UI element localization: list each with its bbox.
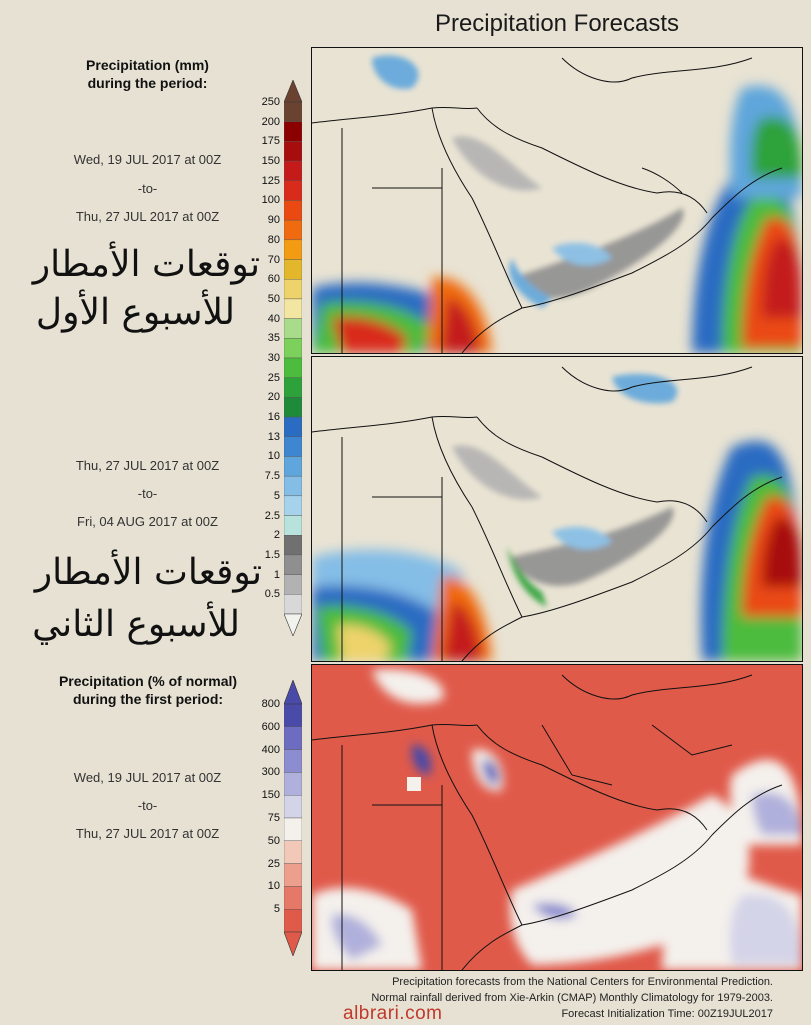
- legend-mm-heading-line1: Precipitation (mm): [86, 57, 209, 73]
- precip-pct-swatch: [284, 772, 302, 795]
- arabic-week2-line2: للأسبوع الثاني: [32, 604, 240, 645]
- precip-mm-tick-label: 20: [267, 391, 280, 404]
- precip-mm-tick-label: 13: [267, 430, 280, 443]
- legend-mm-heading-line2: during the period:: [87, 75, 208, 91]
- precip-mm-swatch: [284, 476, 302, 496]
- precip-mm-swatch: [284, 319, 302, 339]
- arabic-week2-line1: توقعات الأمطار: [34, 552, 262, 593]
- precip-mm-tick-label: 70: [267, 253, 280, 266]
- precip-pct-swatch: [284, 795, 302, 818]
- precip-pct-swatch: [284, 727, 302, 750]
- precip-mm-tick-label: 1.5: [264, 548, 280, 561]
- precip-mm-swatch: [284, 456, 302, 476]
- legend-mm-heading: [40, 56, 255, 92]
- precip-pct-tick-label: 25: [267, 857, 280, 870]
- precip-mm-tick-label: 250: [261, 96, 280, 108]
- precip-mm-tick-label: 60: [267, 273, 280, 286]
- map-week1-svg: [312, 48, 802, 353]
- precip-pct-tick-label: 150: [261, 789, 280, 802]
- precip-pct-tick-label: 50: [267, 834, 280, 847]
- precip-mm-swatch: [284, 417, 302, 437]
- precip-mm-swatch: [284, 575, 302, 595]
- arabic-week1-line1: توقعات الأمطار: [32, 244, 260, 285]
- precip-mm-tick-label: 80: [267, 233, 280, 246]
- period2-end: Fri, 04 AUG 2017 at 00Z: [77, 514, 218, 529]
- pct-top-arrow: [284, 680, 302, 704]
- precip-mm-tick-label: 100: [261, 194, 280, 207]
- precip-mm-swatch: [284, 161, 302, 181]
- precip-mm-colorbar: [284, 80, 302, 636]
- precip-mm-tick-label: 125: [261, 174, 280, 187]
- colorbar-top-arrow: [284, 80, 302, 102]
- map-week2-precip: [311, 356, 803, 662]
- precip-pct-colorbar: [284, 680, 302, 956]
- precip-mm-swatch: [284, 496, 302, 516]
- map-week1-precip: [311, 47, 803, 354]
- precip-mm-tick-label: 16: [267, 411, 280, 424]
- precip-mm-tick-label: 200: [261, 115, 280, 128]
- precip-pct-swatch: [284, 750, 302, 773]
- precip-pct-tick-label: 5: [273, 903, 280, 916]
- period1-to: -to-: [137, 181, 158, 196]
- period2-to: -to-: [137, 486, 158, 501]
- precip-mm-swatch: [284, 358, 302, 378]
- period3-start: Wed, 19 JUL 2017 at 00Z: [73, 770, 222, 785]
- precip-pct-swatch: [284, 909, 302, 932]
- precip-pct-swatch: [284, 864, 302, 887]
- period2-start: Thu, 27 JUL 2017 at 00Z: [75, 458, 220, 473]
- precip-pct-colorbar-svg: [284, 680, 302, 956]
- watermark: albrari.com: [343, 1003, 443, 1024]
- footer-line3: Forecast Initialization Time: 00Z19JUL2017: [561, 1008, 773, 1020]
- precip-pct-tick-label: 400: [261, 743, 280, 756]
- precip-mm-swatch: [284, 260, 302, 280]
- precip-mm-tick-label: 40: [267, 312, 280, 325]
- precip-mm-swatch: [284, 240, 302, 260]
- precip-mm-swatch: [284, 555, 302, 575]
- precip-pct-tick-label: 600: [261, 720, 280, 733]
- legend-pct-heading-line2: during the first period:: [72, 691, 224, 707]
- period3-to: -to-: [137, 798, 158, 813]
- legend-pct-heading-line1: Precipitation (% of normal): [58, 673, 238, 689]
- precip-mm-tick-label: 2: [273, 529, 280, 542]
- period1-start: Wed, 19 JUL 2017 at 00Z: [73, 152, 222, 167]
- precip-mm-swatch: [284, 338, 302, 358]
- precip-mm-tick-label: 150: [261, 155, 280, 168]
- precip-mm-swatch: [284, 299, 302, 319]
- precip-mm-tick-label: 90: [267, 214, 280, 227]
- precip-mm-tick-label: 25: [267, 371, 280, 384]
- precip-mm-swatch: [284, 279, 302, 299]
- precip-pct-swatch: [284, 841, 302, 864]
- missing-data-square: [407, 777, 421, 791]
- precip-mm-tick-label: 2.5: [264, 509, 280, 522]
- precip-mm-colorbar-svg: [284, 80, 302, 636]
- footer-line1: Precipitation forecasts from the National Centers for Environmental Prediction.: [392, 976, 773, 988]
- precip-pct-swatch: [284, 818, 302, 841]
- precip-mm-swatch: [284, 594, 302, 614]
- precip-mm-swatch: [284, 397, 302, 417]
- precip-mm-tick-label: 1: [273, 568, 280, 581]
- precip-pct-swatch: [284, 704, 302, 727]
- precip-mm-tick-label: 175: [261, 135, 280, 148]
- pct-bottom-arrow: [284, 932, 302, 956]
- precip-pct-swatch: [284, 886, 302, 909]
- precip-mm-swatch: [284, 141, 302, 161]
- precip-mm-swatch: [284, 437, 302, 457]
- period3-end: Thu, 27 JUL 2017 at 00Z: [75, 826, 220, 841]
- colorbar-bottom-arrow: [284, 614, 302, 636]
- precip-pct-tick-label: 800: [261, 698, 280, 710]
- page-title: Precipitation Forecasts: [434, 10, 680, 37]
- precip-mm-swatch: [284, 378, 302, 398]
- precip-mm-swatch: [284, 535, 302, 555]
- precip-mm-tick-label: 10: [267, 450, 280, 463]
- precip-mm-swatch: [284, 220, 302, 240]
- legend-pct-heading: [38, 672, 258, 708]
- precip-mm-tick-label: 7.5: [264, 470, 280, 483]
- precip-mm-tick-label: 30: [267, 352, 280, 364]
- precip-pct-tick-label: 10: [267, 880, 280, 893]
- precip-mm-swatch: [284, 181, 302, 201]
- precip-mm-tick-label: 50: [267, 292, 280, 305]
- precip-mm-swatch: [284, 516, 302, 536]
- precip-pct-tick-label: 300: [261, 766, 280, 779]
- arabic-week1-line2: للأسبوع الأول: [35, 292, 235, 333]
- precip-pct-tick-label: 75: [267, 812, 280, 824]
- map-percent-normal: [311, 664, 803, 971]
- precip-mm-tick-label: 0.5: [264, 588, 280, 601]
- precip-mm-tick-label: 35: [267, 332, 280, 345]
- precip-mm-tick-label: 5: [273, 489, 280, 502]
- precip-mm-swatch: [284, 102, 302, 122]
- precip-mm-swatch: [284, 122, 302, 142]
- footer-line2: Normal rainfall derived from Xie-Arkin (CMAP) Monthly Climatology for 1979-2003.: [371, 992, 773, 1004]
- map-percent-svg: [312, 665, 802, 970]
- period1-end: Thu, 27 JUL 2017 at 00Z: [75, 209, 220, 224]
- map-week2-svg: [312, 357, 802, 661]
- precip-mm-swatch: [284, 200, 302, 220]
